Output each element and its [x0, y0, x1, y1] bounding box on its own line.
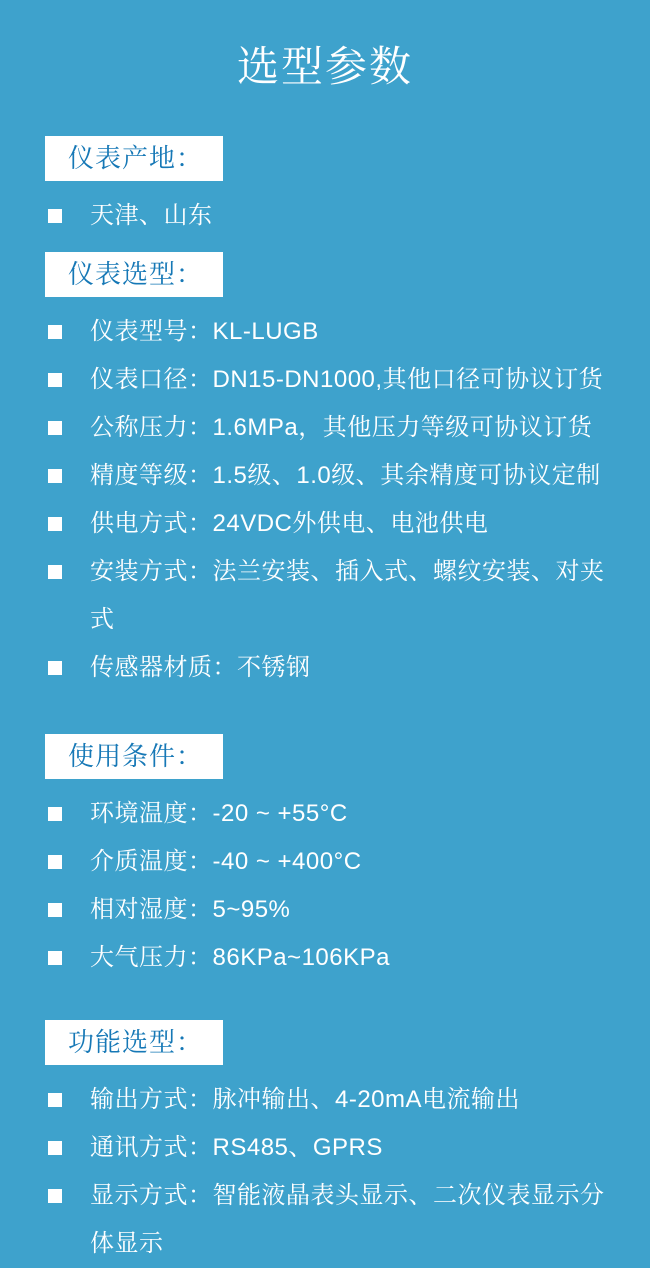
spec-item	[0, 308, 650, 356]
spec-list	[0, 790, 650, 982]
item-value: 1.5级、1.0级、其余精度可协议定制	[212, 462, 601, 489]
bullet-square-icon	[48, 1141, 62, 1155]
item-text	[90, 308, 319, 356]
item-value: 86KPa~106KPa	[212, 944, 390, 971]
item-text	[90, 1076, 520, 1124]
item-label: 大气压力：	[90, 944, 213, 971]
section-heading: 功能选型：	[45, 1020, 223, 1065]
item-label: 介质温度：	[90, 848, 213, 875]
bullet-square-icon	[48, 807, 62, 821]
item-value: -40 ~ +400°C	[212, 848, 362, 875]
bullet-square-icon	[48, 209, 62, 223]
spec-item	[0, 838, 650, 886]
item-text	[90, 934, 390, 982]
item-label: 输出方式：	[90, 1086, 213, 1113]
item-value: 不锈钢	[237, 654, 311, 681]
spec-item	[0, 1124, 650, 1172]
spec-item	[0, 790, 650, 838]
section-heading: 仪表产地：	[45, 136, 223, 181]
item-value: 24VDC外供电、电池供电	[212, 510, 489, 537]
bullet-square-icon	[48, 661, 62, 675]
item-text	[90, 644, 311, 692]
bullet-square-icon	[48, 517, 62, 531]
item-value: 1.6MPa，其他压力等级可协议订货	[212, 414, 593, 441]
spec-item	[0, 934, 650, 982]
bullet-square-icon	[48, 903, 62, 917]
item-value: RS485、GPRS	[212, 1134, 383, 1161]
item-label: 供电方式：	[90, 510, 213, 537]
spec-item	[0, 1076, 650, 1124]
item-value: 天津、山东	[90, 202, 213, 229]
item-text	[90, 404, 592, 452]
section-instrument-origin	[0, 96, 650, 240]
spec-item	[0, 886, 650, 934]
spec-list	[0, 1076, 650, 1268]
item-label: 仪表口径：	[90, 366, 213, 393]
item-value: KL-LUGB	[212, 318, 319, 345]
section-operating-conditions	[0, 692, 650, 982]
item-value: 脉冲输出、4-20mA电流输出	[212, 1086, 521, 1113]
bullet-square-icon	[48, 421, 62, 435]
section-heading: 仪表选型：	[45, 252, 223, 297]
spec-item	[0, 644, 650, 692]
item-value: DN15-DN1000,其他口径可协议订货	[212, 366, 604, 393]
item-label: 精度等级：	[90, 462, 213, 489]
item-label: 仪表型号：	[90, 318, 213, 345]
bullet-square-icon	[48, 951, 62, 965]
spec-list	[0, 192, 650, 240]
section-function-selection	[0, 982, 650, 1268]
item-text	[90, 1124, 383, 1172]
item-label: 相对湿度：	[90, 896, 213, 923]
item-label: 环境温度：	[90, 800, 213, 827]
item-text	[90, 838, 362, 886]
item-value: 5~95%	[212, 896, 291, 923]
bullet-square-icon	[48, 325, 62, 339]
bullet-square-icon	[48, 469, 62, 483]
spec-item	[0, 548, 650, 644]
item-value: 法兰安装、插入式、螺纹安装、对夹式	[90, 558, 605, 633]
item-text	[90, 1172, 610, 1268]
item-text	[90, 356, 603, 404]
item-text	[90, 192, 213, 240]
bullet-square-icon	[48, 1093, 62, 1107]
spec-item	[0, 356, 650, 404]
item-text	[90, 452, 601, 500]
item-label: 传感器材质：	[90, 654, 237, 681]
bullet-square-icon	[48, 1189, 62, 1203]
item-text	[90, 886, 290, 934]
item-label: 显示方式：	[90, 1182, 213, 1209]
page-title: 选型参数	[236, 43, 413, 90]
item-value: 智能液晶表头显示、二次仪表显示分体显示	[90, 1182, 605, 1257]
item-label: 安装方式：	[90, 558, 213, 585]
item-text	[90, 500, 488, 548]
item-label: 通讯方式：	[90, 1134, 213, 1161]
item-text	[90, 790, 348, 838]
bullet-square-icon	[48, 373, 62, 387]
spec-item	[0, 500, 650, 548]
bullet-square-icon	[48, 855, 62, 869]
spec-item	[0, 192, 650, 240]
item-text	[90, 548, 610, 644]
bullet-square-icon	[48, 565, 62, 579]
section-heading: 使用条件：	[45, 734, 223, 779]
spec-item	[0, 452, 650, 500]
item-value: -20 ~ +55°C	[212, 800, 348, 827]
spec-item	[0, 404, 650, 452]
section-instrument-selection	[0, 240, 650, 692]
spec-item	[0, 1172, 650, 1268]
spec-list	[0, 308, 650, 692]
item-label: 公称压力：	[90, 414, 213, 441]
